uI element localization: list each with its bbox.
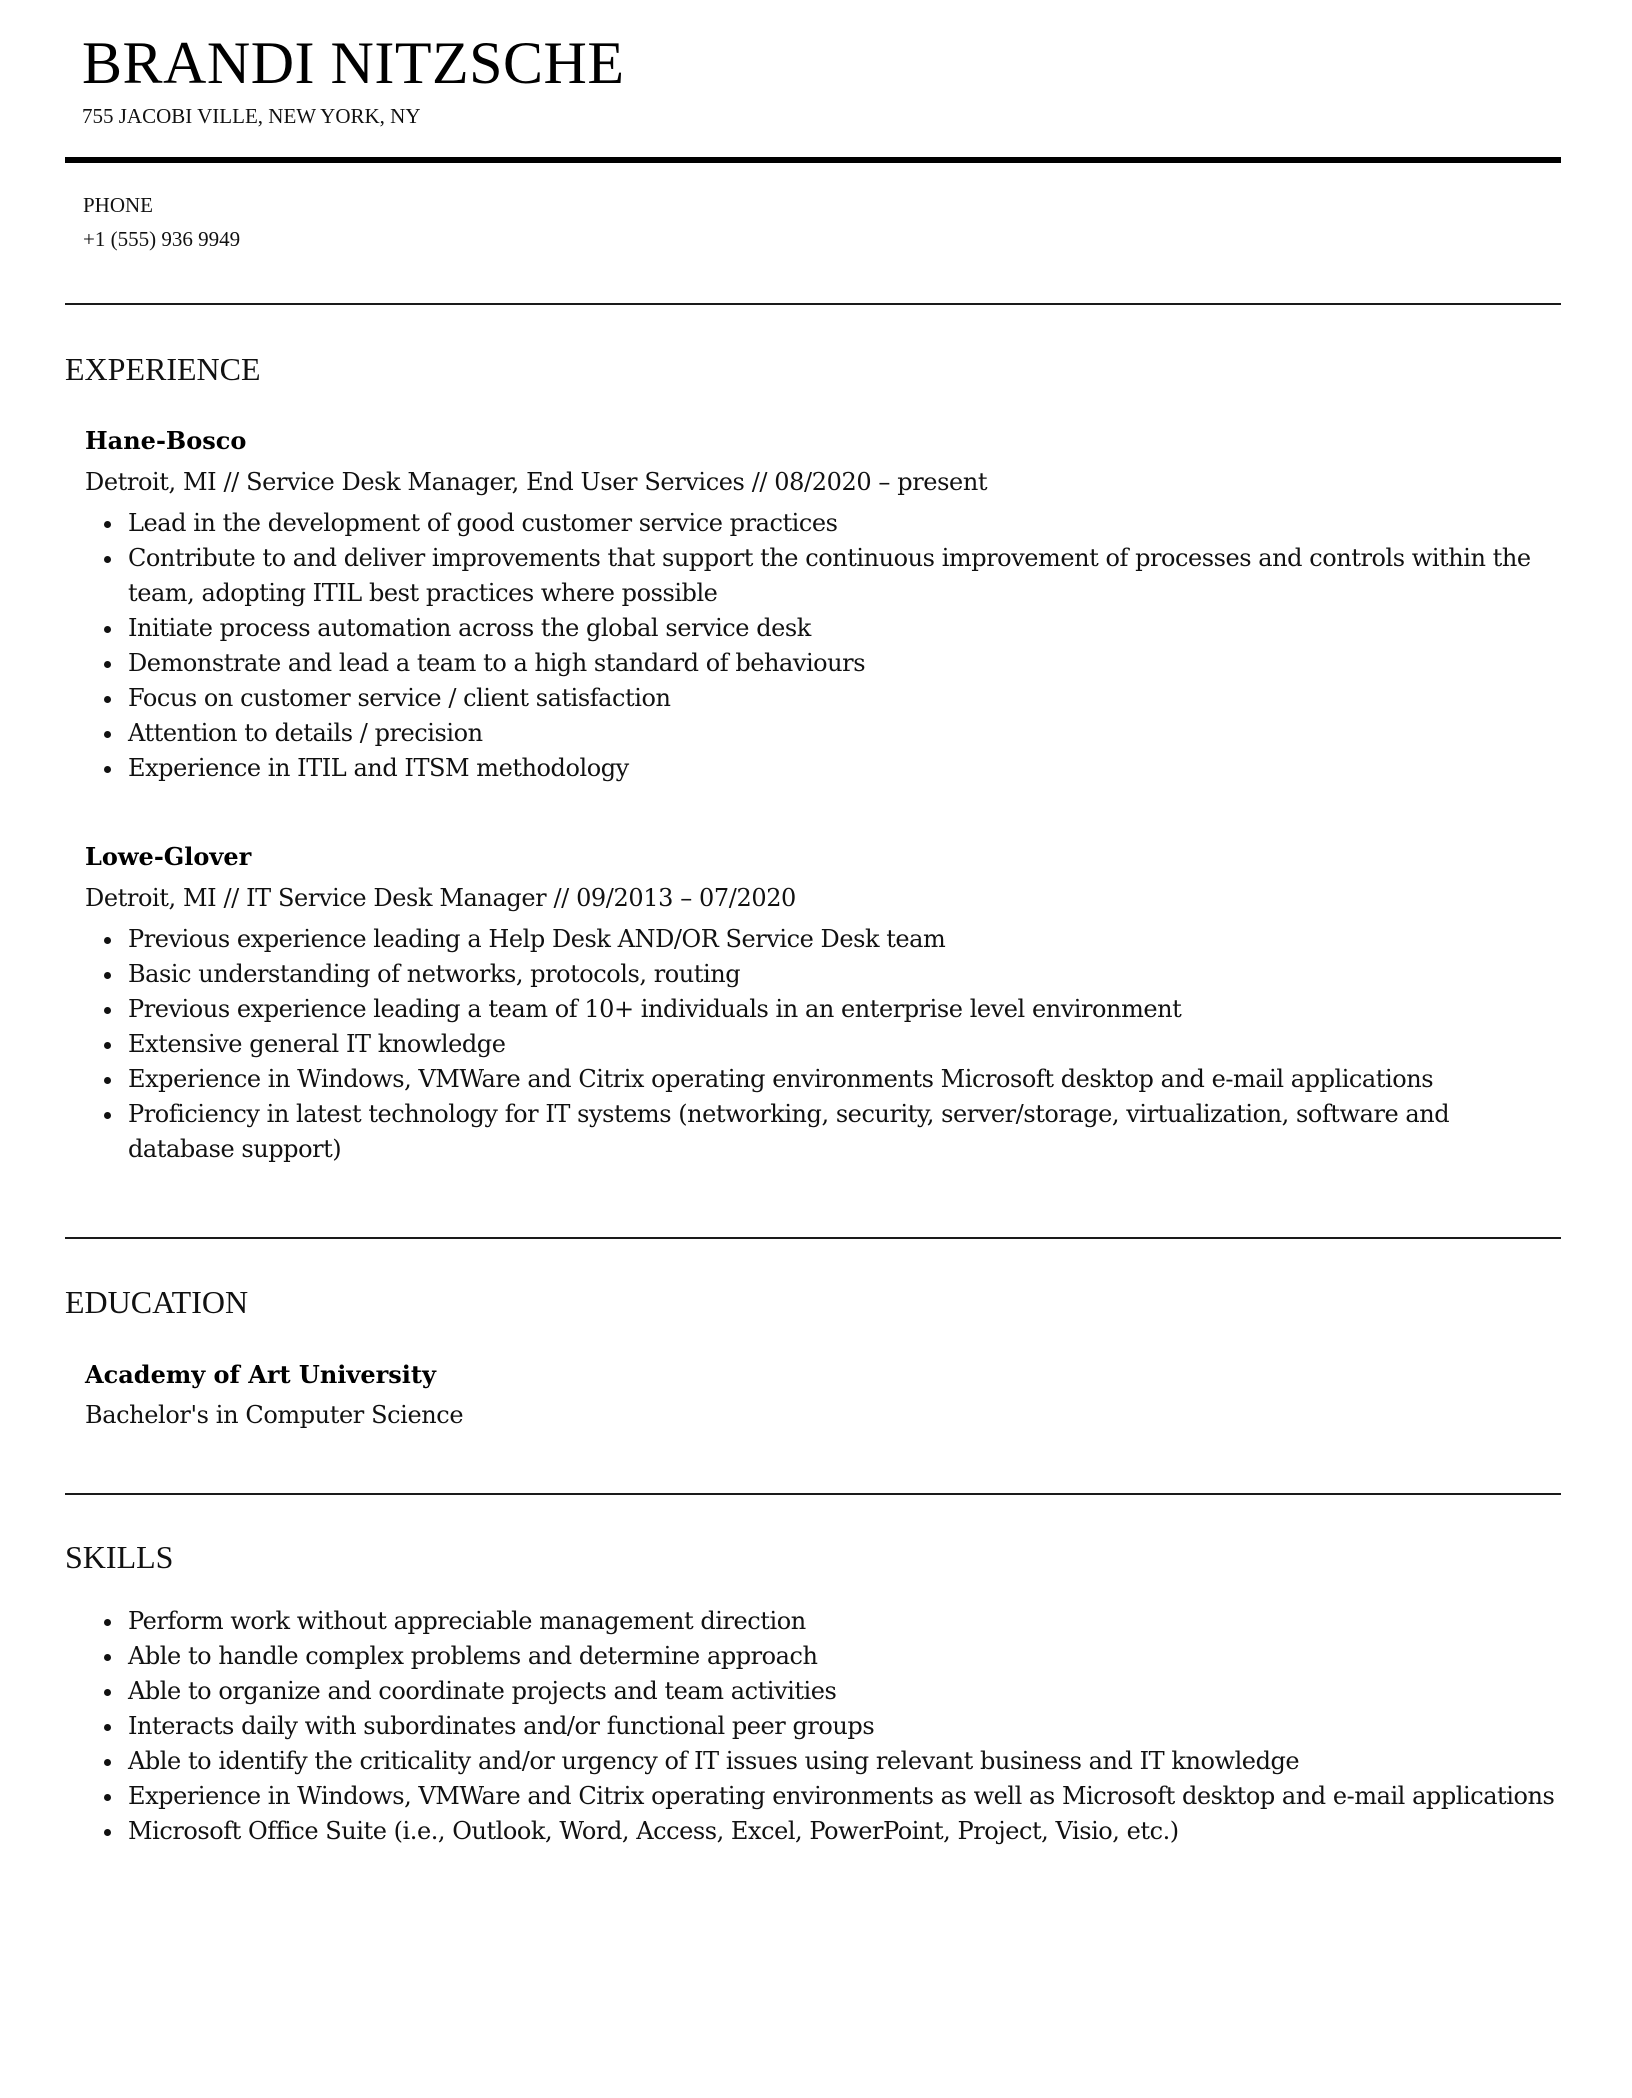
section-title-experience: EXPERIENCE — [65, 351, 261, 387]
job-bullet: Extensive general IT knowledge — [128, 1027, 1561, 1062]
section-title-education: EDUCATION — [65, 1284, 249, 1320]
job-bullet: Lead in the development of good customer service practices — [128, 506, 1561, 541]
experience-divider — [65, 1237, 1561, 1239]
skills-list — [85, 1604, 1561, 1849]
skill-item: Able to handle complex problems and determine approach — [128, 1639, 1561, 1674]
job-bullet: Attention to details / precision — [128, 716, 1561, 751]
section-title-skills: SKILLS — [65, 1539, 174, 1575]
phone-label: PHONE — [83, 193, 154, 217]
job-bullet: Focus on customer service / client satisfaction — [128, 681, 1561, 716]
skill-item: Experience in Windows, VMWare and Citrix operating environments as well as Microsoft desktop and e-mail applications — [128, 1779, 1561, 1814]
job-bullet: Proficiency in latest technology for IT systems (networking, security, server/storage, virtualization, software and database support) — [128, 1097, 1561, 1167]
job-bullet: Experience in Windows, VMWare and Citrix operating environments Microsoft desktop and e-mail applications — [128, 1062, 1561, 1097]
job-meta: Detroit, MI // IT Service Desk Manager // 09/2013 – 07/2020 — [85, 884, 796, 912]
skills-entry — [85, 1604, 1561, 1849]
job-bullet: Demonstrate and lead a team to a high standard of behaviours — [128, 646, 1561, 681]
job-bullet: Initiate process automation across the global service desk — [128, 611, 1561, 646]
skill-item: Perform work without appreciable management direction — [128, 1604, 1561, 1639]
education-degree: Bachelor's in Computer Science — [85, 1401, 464, 1429]
job-entry — [85, 839, 1561, 1167]
job-bullet: Contribute to and deliver improvements that support the continuous improvement of processes and controls within the team, adopting ITIL best practices where possible — [128, 541, 1561, 611]
contact-divider — [65, 303, 1561, 305]
education-school: Academy of Art University — [85, 1360, 436, 1389]
job-bullet: Experience in ITIL and ITSM methodology — [128, 751, 1561, 786]
job-bullet: Previous experience leading a Help Desk AND/OR Service Desk team — [128, 922, 1561, 957]
job-bullet: Basic understanding of networks, protocols, routing — [128, 957, 1561, 992]
skill-item: Able to organize and coordinate projects and team activities — [128, 1674, 1561, 1709]
job-meta: Detroit, MI // Service Desk Manager, End User Services // 08/2020 – present — [85, 468, 988, 496]
job-bullet: Previous experience leading a team of 10+ individuals in an enterprise level environment — [128, 992, 1561, 1027]
skill-item: Microsoft Office Suite (i.e., Outlook, Word, Access, Excel, PowerPoint, Project, Visio, etc.) — [128, 1814, 1561, 1849]
job-entry — [85, 423, 1561, 786]
job-company: Hane-Bosco — [85, 426, 247, 455]
education-divider — [65, 1493, 1561, 1495]
skill-item: Interacts daily with subordinates and/or functional peer groups — [128, 1709, 1561, 1744]
skill-item: Able to identify the criticality and/or urgency of IT issues using relevant business and IT knowledge — [128, 1744, 1561, 1779]
header-divider — [65, 157, 1561, 163]
job-bullet-list — [85, 922, 1561, 1167]
job-bullet-list — [85, 506, 1561, 786]
education-entry — [85, 1357, 1561, 1433]
candidate-address: 755 JACOBI VILLE, NEW YORK, NY — [82, 104, 421, 128]
job-company: Lowe-Glover — [85, 842, 252, 871]
phone-value: +1 (555) 936 9949 — [83, 227, 241, 251]
candidate-name: BRANDI NITZSCHE — [82, 30, 625, 96]
